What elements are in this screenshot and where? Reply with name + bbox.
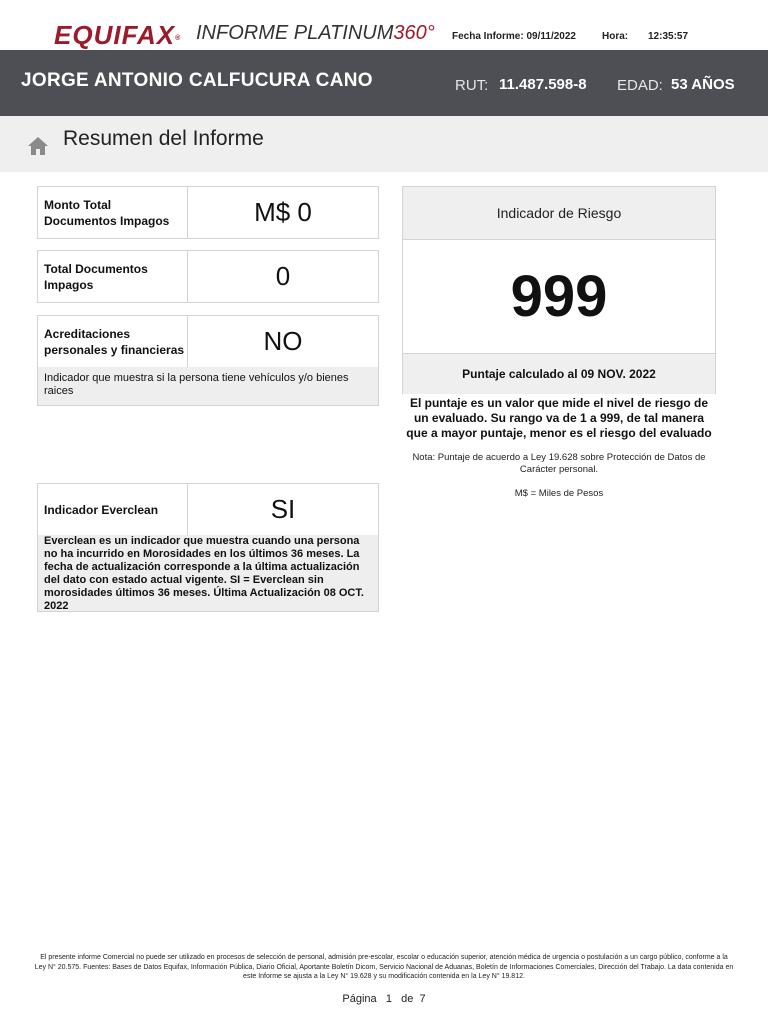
everclean-value: SI xyxy=(270,494,296,524)
risk-note: Nota: Puntaje de acuerdo a Ley 19.628 sobre Protección de Datos de Carácter personal. xyxy=(412,452,706,475)
rut-value: 11.487.598-8 xyxy=(499,76,587,93)
currency-unit-note: M$ = Miles de Pesos xyxy=(514,488,604,499)
person-bar xyxy=(0,50,768,116)
accreditations-label: Acreditaciones personales y financieras xyxy=(38,316,188,367)
equifax-logo xyxy=(54,20,180,50)
logo-text: EQUIFAX xyxy=(54,20,176,50)
accreditations-box xyxy=(37,315,379,368)
report-title-prefix: INFORME PLATINUM xyxy=(196,22,394,44)
registered-mark: ® xyxy=(175,35,181,42)
unpaid-amount-label: Monto Total Documentos Impagos xyxy=(38,187,188,238)
page-total: 7 xyxy=(419,993,426,1005)
risk-calc-date: Puntaje calculado al 09 NOV. 2022 xyxy=(403,353,715,394)
home-icon xyxy=(27,136,49,161)
rut-label: RUT: xyxy=(455,77,489,94)
unpaid-count-label: Total Documentos Impagos xyxy=(38,251,188,302)
person-name: JORGE ANTONIO CALFUCURA CANO xyxy=(21,70,373,91)
risk-explanation: El puntaje es un valor que mide el nivel de riesgo de un evaluado. Su rango va de 1 a 999, de tal manera que a mayor puntaje, menor es el riesgo del evaluado xyxy=(406,396,712,440)
everclean-label: Indicador Everclean xyxy=(38,484,188,535)
report-date xyxy=(452,31,576,42)
section-header xyxy=(0,116,768,172)
section-title: Resumen del Informe xyxy=(63,127,264,150)
age-value: 53 AÑOS xyxy=(671,76,735,93)
risk-indicator-panel xyxy=(402,186,716,394)
page-of: de xyxy=(401,993,414,1005)
report-title xyxy=(196,20,435,46)
everclean-box xyxy=(37,483,379,536)
report-title-suffix: 360° xyxy=(393,22,435,44)
page-label: Página xyxy=(342,993,377,1005)
risk-indicator-title: Indicador de Riesgo xyxy=(403,187,715,240)
page-indicator xyxy=(0,993,768,1005)
unpaid-amount-box xyxy=(37,186,379,239)
age-label: EDAD: xyxy=(617,77,663,94)
report-time-value: 12:35:57 xyxy=(648,31,689,42)
unpaid-count-box xyxy=(37,250,379,303)
risk-score: 999 xyxy=(510,263,608,329)
everclean-description: Everclean es un indicador que muestra cuando una persona no ha incurrido en Morosidades en los últimos 36 meses. La fecha de actualización corresponde a la última actualización del dato con estado actual vigente. SI = Everclean sin morosidades últimos 36 meses. Última Actualización 08 OCT. 2022 xyxy=(37,535,379,612)
unpaid-count-value: 0 xyxy=(275,261,291,291)
report-date-label: Fecha Informe: xyxy=(452,31,524,42)
footer-disclaimer: El presente informe Comercial no puede ser utilizado en procesos de selección de personal, admisión pre-escolar, escolar o educación superior, atención médica de urgencia o postulación a un cargo público, conforme a la Ley N° 20.575. Fuentes: Bases de Datos Equifax, Información Pública, Diario Oficial, Aportante Boletín Dicom, Servicio Nacional de Aduanas, Boletín de Informaciones Comerciales, Dirección del Trabajo. La data contenida en este Informe se ajusta a la Ley N° 19.628 y su modificación contenida en la Ley N° 19.812. xyxy=(34,954,734,980)
report-date-value: 09/11/2022 xyxy=(526,31,576,42)
report-time-label: Hora: xyxy=(602,31,629,42)
accreditations-description: Indicador que muestra si la persona tiene vehículos y/o bienes raices xyxy=(37,367,379,406)
page-current: 1 xyxy=(385,993,392,1005)
accreditations-value: NO xyxy=(263,326,303,356)
unpaid-amount-value: M$ 0 xyxy=(254,197,312,227)
